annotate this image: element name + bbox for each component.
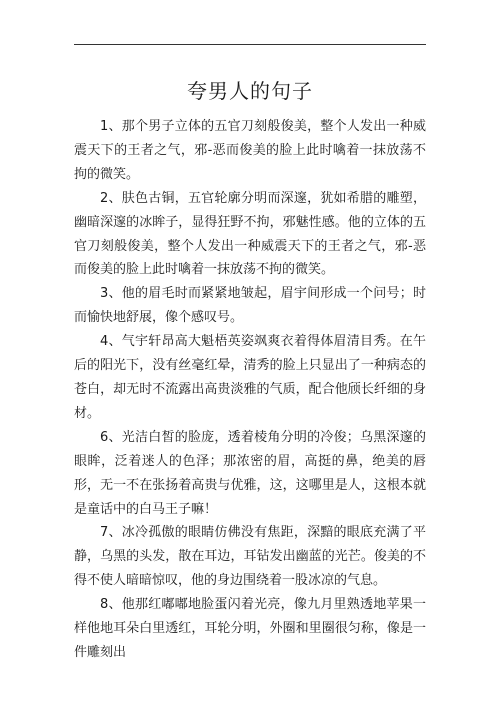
paragraph-1: 1、那个男子立体的五官刀刻般俊美，整个人发出一种威震天下的王者之气，邪-恶而俊美的脸上此时噙着一抹放荡不拘的微笑。 — [74, 119, 426, 182]
paragraph-3: 3、他的眉毛时而紧紧地皱起，眉宇间形成一个问号；时而愉快地舒展，像个感叹号。 — [74, 286, 426, 326]
paragraph-2: 2、肤色古铜，五官轮廓分明而深邃，犹如希腊的雕塑，幽暗深邃的冰眸子，显得狂野不拘，邪魅性感。他的立体的五官刀刻般俊美，整个人发出一种威震天下的王者之气，邪-恶而俊美的脸上此时噙着一抹放荡不拘的微笑。 — [74, 190, 426, 278]
paragraph-7: 7、冰冷孤傲的眼睛仿佛没有焦距，深黯的眼底充满了平静，乌黑的头发，散在耳边，耳钻发出幽蓝的光芒。俊美的不得不使人暗暗惊叹，他的身边围绕着一股冰凉的气息。 — [74, 525, 426, 589]
document-title: 夸男人的句子 — [187, 79, 313, 103]
paragraph-6: 6、光洁白皙的脸庞，透着棱角分明的冷俊；乌黑深邃的眼眸，泛着迷人的色泽；那浓密的眉，高挺的鼻，绝美的唇形，无一不在张扬着高贵与优雅，这，这哪里是人，这根本就是童话中的白马王子嘛！ — [74, 429, 426, 517]
paragraph-8: 8、他那红嘟嘟地脸蛋闪着光亮，像九月里熟透地苹果一样他地耳朵白里透红，耳轮分明，外圈和里圈很匀称，像是一件雕刻出 — [74, 597, 426, 660]
document-body — [74, 115, 426, 665]
paragraph-4: 4、气宇轩昂高大魁梧英姿飒爽衣着得体眉清目秀。在午后的阳光下，没有丝毫红晕，清秀的脸上只显出了一种病态的苍白，却无时不流露出高贵淡雅的气质，配合他颀长纤细的身材。 — [74, 334, 426, 421]
header-divider — [74, 44, 426, 45]
